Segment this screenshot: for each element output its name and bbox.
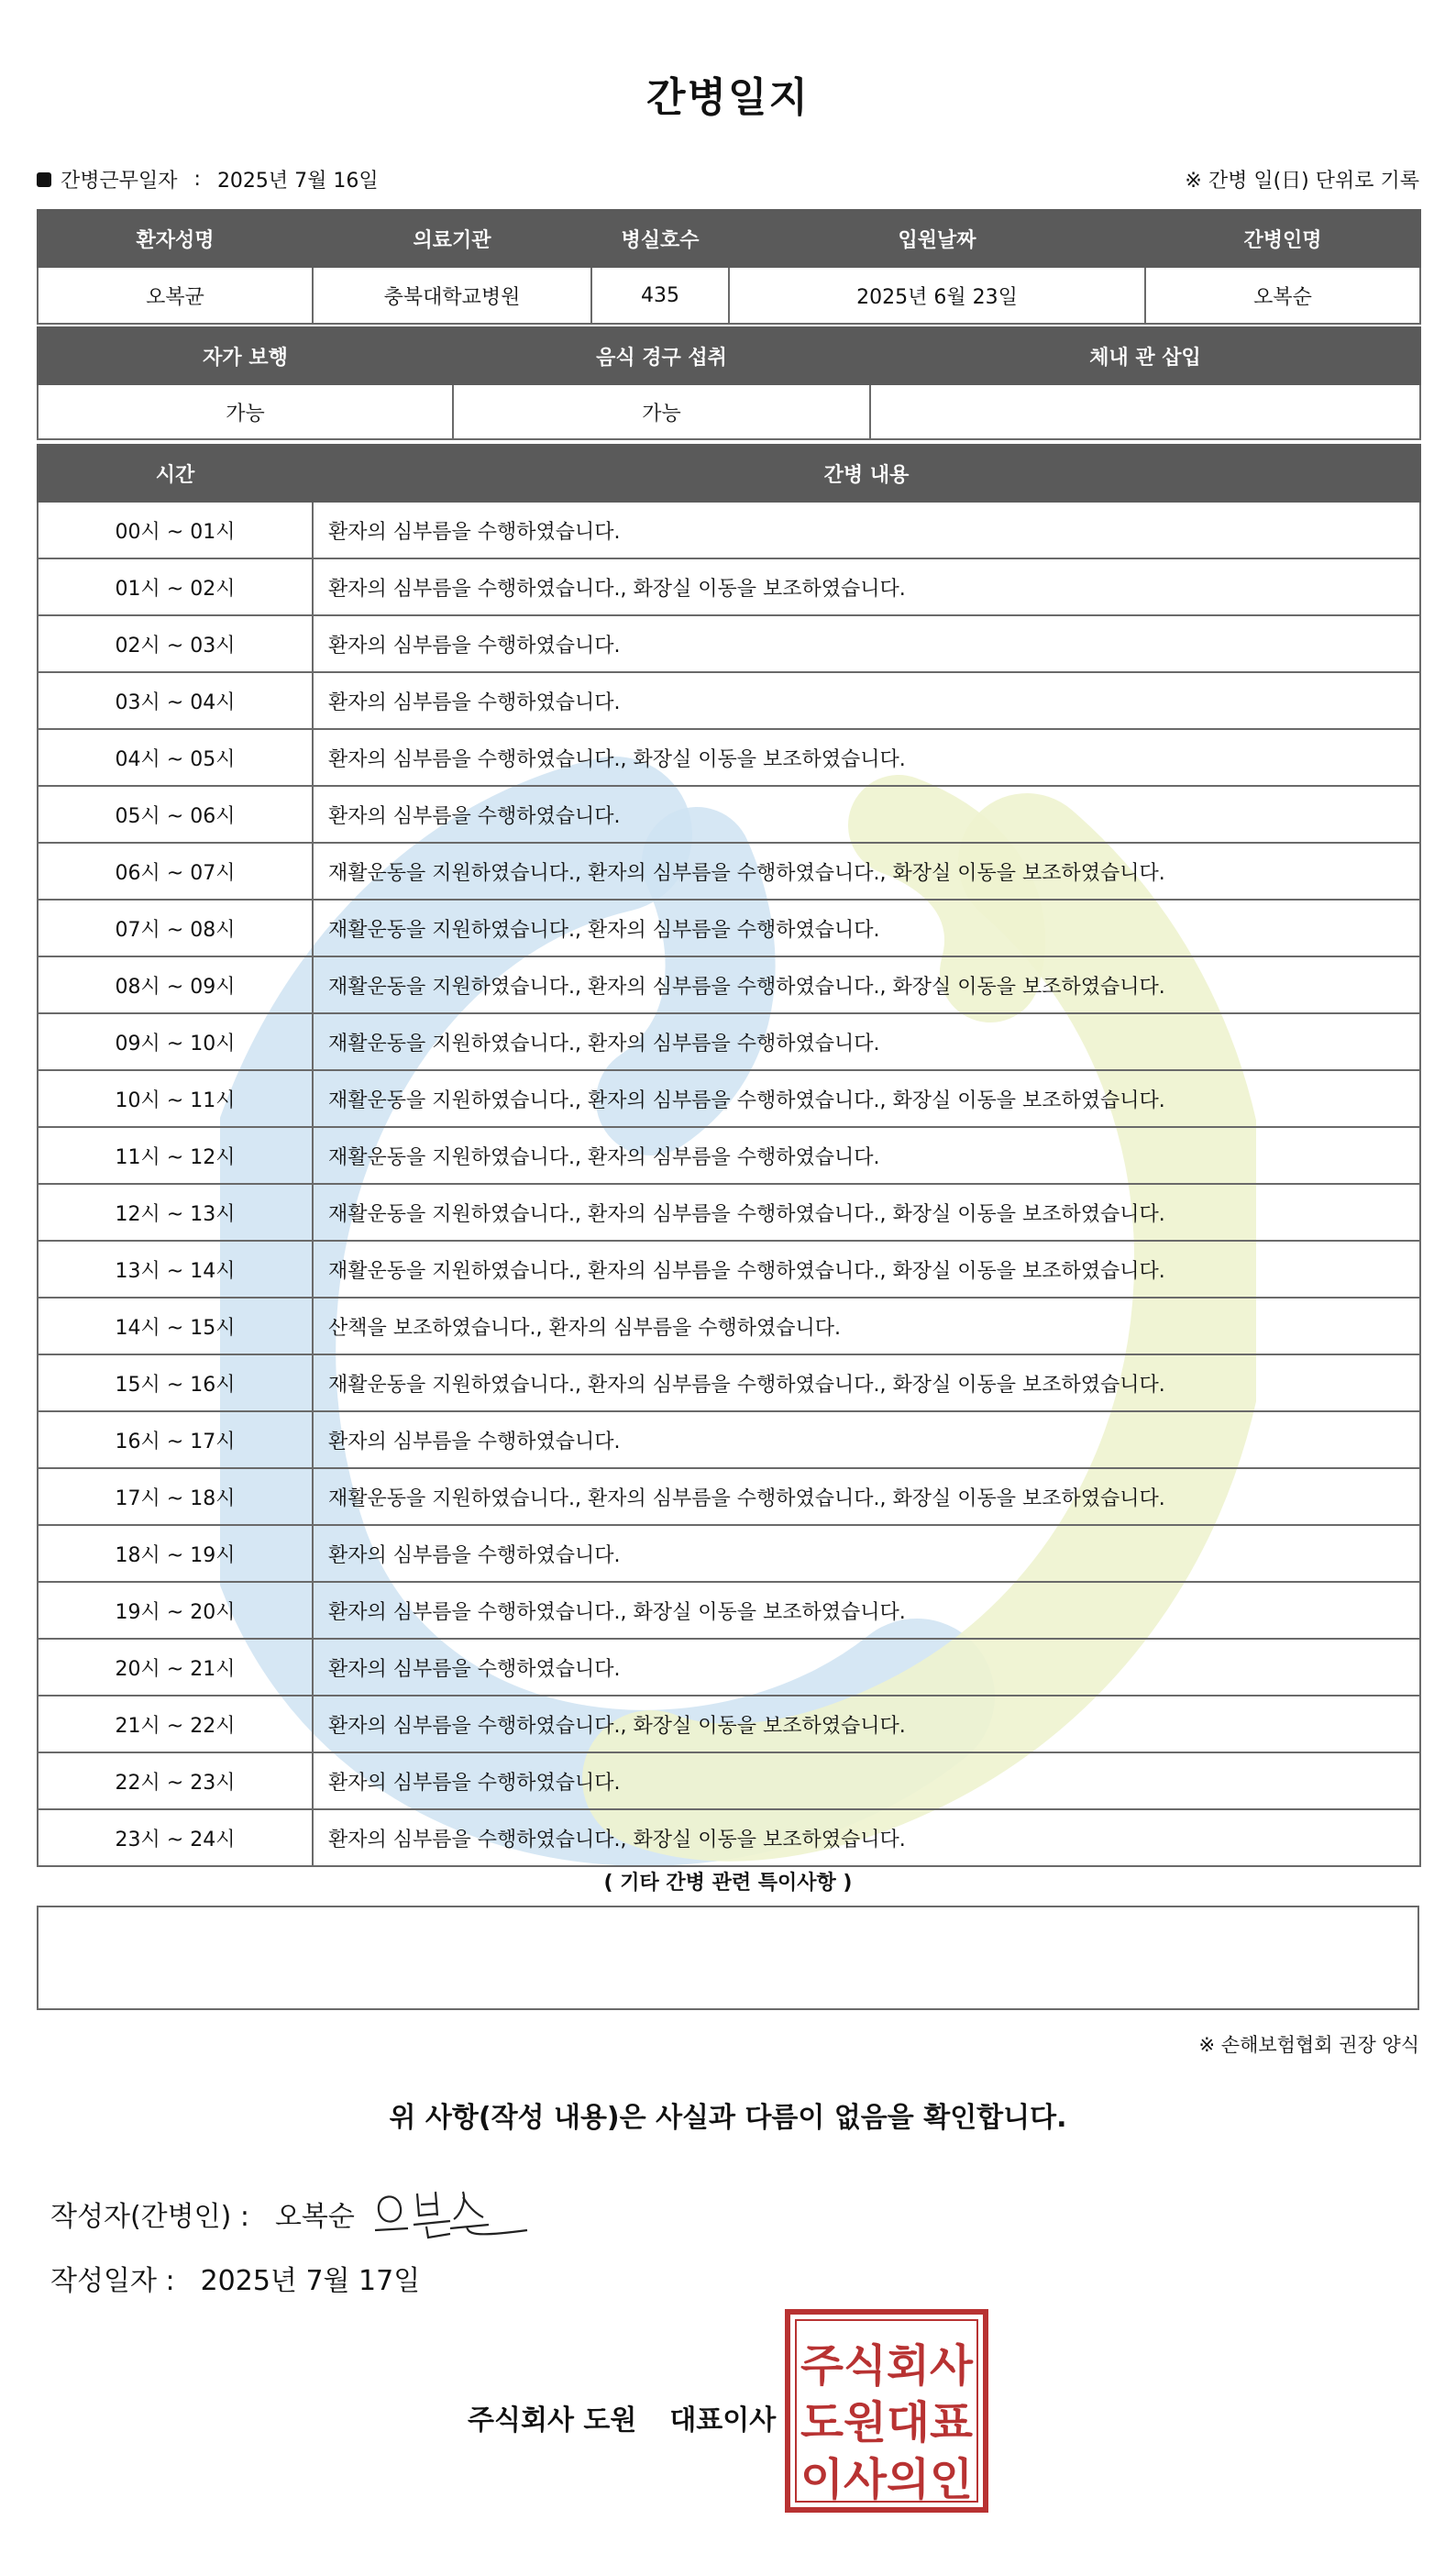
time-cell: 15시 ~ 16시 (38, 1354, 313, 1411)
time-cell: 20시 ~ 21시 (38, 1639, 313, 1696)
table-row (38, 1468, 1420, 1525)
time-cell: 03시 ~ 04시 (38, 672, 313, 729)
stamp-line-3: 이사의인 (800, 2454, 973, 2505)
time-cell: 21시 ~ 22시 (38, 1696, 313, 1752)
header-care-content: 간병 내용 (313, 445, 1420, 502)
patient-name: 오복균 (38, 267, 313, 324)
table-row (38, 672, 1420, 729)
content-cell: 재활운동을 지원하였습니다., 환자의 심부름을 수행하였습니다., 화장실 이동을 보조하였습니다. (313, 956, 1420, 1013)
table-row (38, 900, 1420, 956)
tube-insertion-value (870, 384, 1420, 439)
content-cell: 환자의 심부름을 수행하였습니다. (313, 502, 1420, 558)
table-row (38, 1070, 1420, 1127)
table-row (38, 1752, 1420, 1809)
company-name: 주식회사 도원 (468, 2404, 637, 2437)
notes-box (37, 1906, 1419, 2010)
content-cell: 환자의 심부름을 수행하였습니다. (313, 615, 1420, 672)
content-cell: 환자의 심부름을 수행하였습니다., 화장실 이동을 보조하였습니다. (313, 558, 1420, 615)
hospital-name: 충북대학교병원 (313, 267, 591, 324)
content-cell: 환자의 심부름을 수행하였습니다. (313, 1639, 1420, 1696)
work-date-label: 간병근무일자 (61, 170, 178, 193)
table-row (38, 729, 1420, 786)
time-cell: 01시 ~ 02시 (38, 558, 313, 615)
work-date (37, 165, 379, 193)
time-cell: 18시 ~ 19시 (38, 1525, 313, 1582)
time-cell: 22시 ~ 23시 (38, 1752, 313, 1809)
header-patient-name: 환자성명 (38, 210, 313, 267)
content-cell: 재활운동을 지원하였습니다., 환자의 심부름을 수행하였습니다., 화장실 이동을 보조하였습니다. (313, 843, 1420, 900)
header-room-number: 병실호수 (591, 210, 729, 267)
time-cell: 02시 ~ 03시 (38, 615, 313, 672)
company-line (468, 2397, 776, 2437)
table-row (38, 1013, 1420, 1070)
table-row (38, 502, 1420, 558)
table-row (38, 1411, 1420, 1468)
content-cell: 산책을 보조하였습니다., 환자의 심부름을 수행하였습니다. (313, 1298, 1420, 1354)
admission-date: 2025년 6월 23일 (729, 267, 1145, 324)
table-row (38, 1639, 1420, 1696)
table-row (38, 1354, 1420, 1411)
time-cell: 10시 ~ 11시 (38, 1070, 313, 1127)
time-cell: 06시 ~ 07시 (38, 843, 313, 900)
table-row (38, 1582, 1420, 1639)
content-cell: 환자의 심부름을 수행하였습니다., 화장실 이동을 보조하였습니다. (313, 1696, 1420, 1752)
write-date-value: 2025년 7월 17일 (200, 2265, 421, 2297)
oral-intake-value: 가능 (453, 384, 870, 439)
time-cell: 05시 ~ 06시 (38, 786, 313, 843)
time-cell: 16시 ~ 17시 (38, 1411, 313, 1468)
work-date-separator: : (193, 168, 201, 191)
time-cell: 04시 ~ 05시 (38, 729, 313, 786)
table-row (38, 1298, 1420, 1354)
stamp-line-1: 주식회사 (800, 2340, 974, 2392)
table-row (38, 1809, 1420, 1866)
writer-line (50, 2194, 355, 2234)
time-cell: 12시 ~ 13시 (38, 1184, 313, 1241)
company-seal-stamp (785, 2309, 988, 2513)
content-cell: 재활운동을 지원하였습니다., 환자의 심부름을 수행하였습니다., 화장실 이동을 보조하였습니다. (313, 1241, 1420, 1298)
content-cell: 재활운동을 지원하였습니다., 환자의 심부름을 수행하였습니다. (313, 1013, 1420, 1070)
time-cell: 09시 ~ 10시 (38, 1013, 313, 1070)
content-cell: 환자의 심부름을 수행하였습니다. (313, 672, 1420, 729)
header-oral-intake: 음식 경구 섭취 (453, 327, 870, 384)
time-cell: 08시 ~ 09시 (38, 956, 313, 1013)
notes-title: ( 기타 간병 관련 특이사항 ) (603, 1872, 853, 1895)
time-cell: 17시 ~ 18시 (38, 1468, 313, 1525)
time-cell: 00시 ~ 01시 (38, 502, 313, 558)
room-number: 435 (591, 267, 729, 324)
self-walking-value: 가능 (38, 384, 453, 439)
content-cell: 환자의 심부름을 수행하였습니다. (313, 786, 1420, 843)
header-time: 시간 (38, 445, 313, 502)
header-admission-date: 입원날짜 (729, 210, 1145, 267)
table-row (38, 1184, 1420, 1241)
write-date-line (50, 2258, 420, 2298)
writer-label: 작성자(간병인) : (50, 2201, 249, 2233)
table-row (38, 843, 1420, 900)
care-log-table (37, 444, 1421, 1867)
table-row (38, 786, 1420, 843)
confirm-statement: 위 사항(작성 내용)은 사실과 다름이 없음을 확인합니다. (389, 2102, 1067, 2134)
content-cell: 환자의 심부름을 수행하였습니다. (313, 1752, 1420, 1809)
caregiver-name: 오복순 (1145, 267, 1420, 324)
content-cell: 환자의 심부름을 수행하였습니다., 화장실 이동을 보조하였습니다. (313, 729, 1420, 786)
time-cell: 07시 ~ 08시 (38, 900, 313, 956)
header-caregiver-name: 간병인명 (1145, 210, 1420, 267)
table-row (38, 1127, 1420, 1184)
table-row (38, 1696, 1420, 1752)
table-row (38, 615, 1420, 672)
table-row (38, 1525, 1420, 1582)
time-cell: 14시 ~ 15시 (38, 1298, 313, 1354)
content-cell: 환자의 심부름을 수행하였습니다., 화장실 이동을 보조하였습니다. (313, 1582, 1420, 1639)
content-cell: 재활운동을 지원하였습니다., 환자의 심부름을 수행하였습니다., 화장실 이동을 보조하였습니다. (313, 1184, 1420, 1241)
page-title: 간병일지 (645, 74, 810, 121)
time-cell: 23시 ~ 24시 (38, 1809, 313, 1866)
content-cell: 재활운동을 지원하였습니다., 환자의 심부름을 수행하였습니다., 화장실 이동을 보조하였습니다. (313, 1070, 1420, 1127)
recommend-note: ※ 손해보험협회 권장 양식 (1198, 2034, 1419, 2056)
header-hospital: 의료기관 (313, 210, 591, 267)
table-row (38, 1241, 1420, 1298)
time-cell: 13시 ~ 14시 (38, 1241, 313, 1298)
content-cell: 재활운동을 지원하였습니다., 환자의 심부름을 수행하였습니다. (313, 900, 1420, 956)
header-self-walking: 자가 보행 (38, 327, 453, 384)
patient-status-table (37, 326, 1421, 440)
work-date-value: 2025년 7월 16일 (216, 170, 379, 193)
content-cell: 재활운동을 지원하였습니다., 환자의 심부름을 수행하였습니다. (313, 1127, 1420, 1184)
patient-info-table (37, 209, 1421, 325)
ceo-title: 대표이사 (669, 2404, 777, 2437)
content-cell: 환자의 심부름을 수행하였습니다., 화장실 이동을 보조하였습니다. (313, 1809, 1420, 1866)
bullet-square-icon (37, 172, 51, 187)
content-cell: 환자의 심부름을 수행하였습니다. (313, 1525, 1420, 1582)
stamp-line-2: 도원대표 (800, 2397, 974, 2448)
content-cell: 재활운동을 지원하였습니다., 환자의 심부름을 수행하였습니다., 화장실 이동을 보조하였습니다. (313, 1468, 1420, 1525)
time-cell: 19시 ~ 20시 (38, 1582, 313, 1639)
writer-name: 오복순 (274, 2201, 355, 2233)
write-date-label: 작성일자 : (50, 2265, 175, 2297)
table-row (38, 956, 1420, 1013)
content-cell: 환자의 심부름을 수행하였습니다. (313, 1411, 1420, 1468)
table-row (38, 558, 1420, 615)
header-tube-insertion: 체내 관 삽입 (870, 327, 1420, 384)
content-cell: 재활운동을 지원하였습니다., 환자의 심부름을 수행하였습니다., 화장실 이동을 보조하였습니다. (313, 1354, 1420, 1411)
record-unit-note: ※ 간병 일(日) 단위로 기록 (1185, 170, 1419, 193)
handwritten-signature (371, 2173, 536, 2247)
time-cell: 11시 ~ 12시 (38, 1127, 313, 1184)
